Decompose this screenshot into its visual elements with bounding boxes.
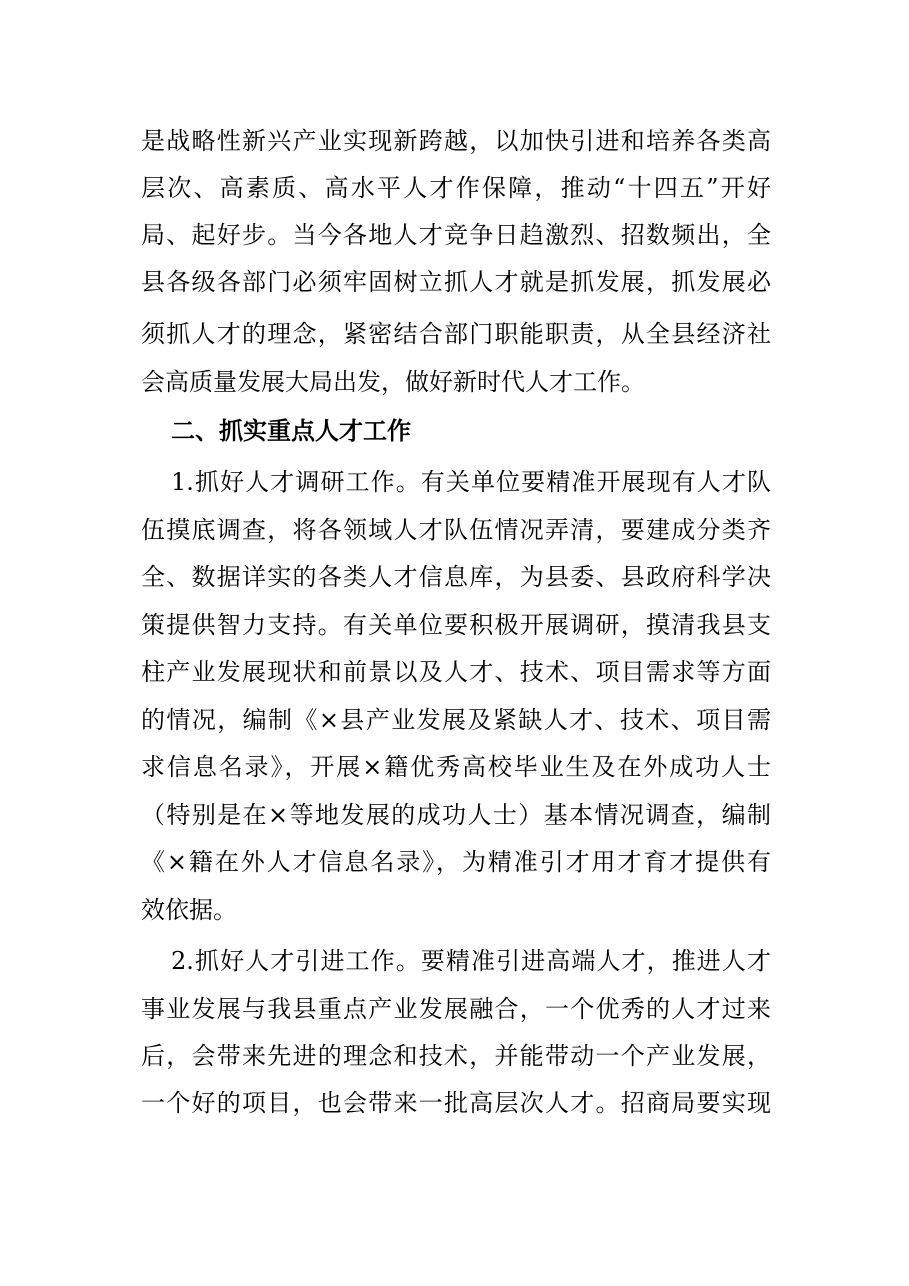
body-text-line: 策提供智力支持。有关单位要积极开展调研，摸清我县支 — [141, 611, 771, 639]
body-text-line: 层次、高素质、高水平人才作保障，推动“十四五”开好 — [141, 174, 771, 202]
paragraph-first-line: 1.抓好人才调研工作。有关单位要精准开展现有人才队 — [171, 468, 771, 496]
body-text-line: 的情况，编制《×县产业发展及紧缺人才、技术、项目需 — [141, 706, 771, 734]
body-text-line: 事业发展与我县重点产业发展融合，一个优秀的人才过来 — [141, 995, 771, 1023]
paragraph-first-line: 2.抓好人才引进工作。要精准引进高端人才，推进人才 — [171, 947, 771, 975]
body-text-line: 须抓人才的理念，紧密结合部门职能职责，从全县经济社 — [141, 320, 771, 348]
body-text-line: 全、数据详实的各类人才信息库，为县委、县政府科学决 — [141, 563, 771, 591]
body-text-line: 局、起好步。当今各地人才竞争日趋激烈、招数频出，全 — [141, 221, 771, 249]
body-text-line: 县各级各部门必须牢固树立抓人才就是抓发展，抓发展必 — [141, 268, 771, 296]
section-heading: 二、抓实重点人才工作 — [171, 417, 411, 445]
body-text-line: 会高质量发展大局出发，做好新时代人才工作。 — [141, 368, 645, 396]
body-text-line: 一个好的项目，也会带来一批高层次人才。招商局要实现 — [141, 1089, 771, 1117]
body-text-line: 伍摸底调查，将各领域人才队伍情况弄清，要建成分类齐 — [141, 516, 771, 544]
body-text-line: 后，会带来先进的理念和技术，并能带动一个产业发展， — [141, 1042, 771, 1070]
body-text-line: 是战略性新兴产业实现新跨越，以加快引进和培养各类高 — [141, 127, 771, 155]
body-text-line: 求信息名录》，开展×籍优秀高校毕业生及在外成功人士 — [141, 753, 771, 781]
body-text-line: （特别是在×等地发展的成功人士）基本情况调查，编制 — [141, 801, 771, 829]
body-text-line: 柱产业发展现状和前景以及人才、技术、项目需求等方面 — [141, 658, 771, 686]
body-text-line: 效依据。 — [141, 896, 237, 924]
body-text-line: 《×籍在外人才信息名录》，为精准引才用才育才提供有 — [141, 848, 771, 876]
